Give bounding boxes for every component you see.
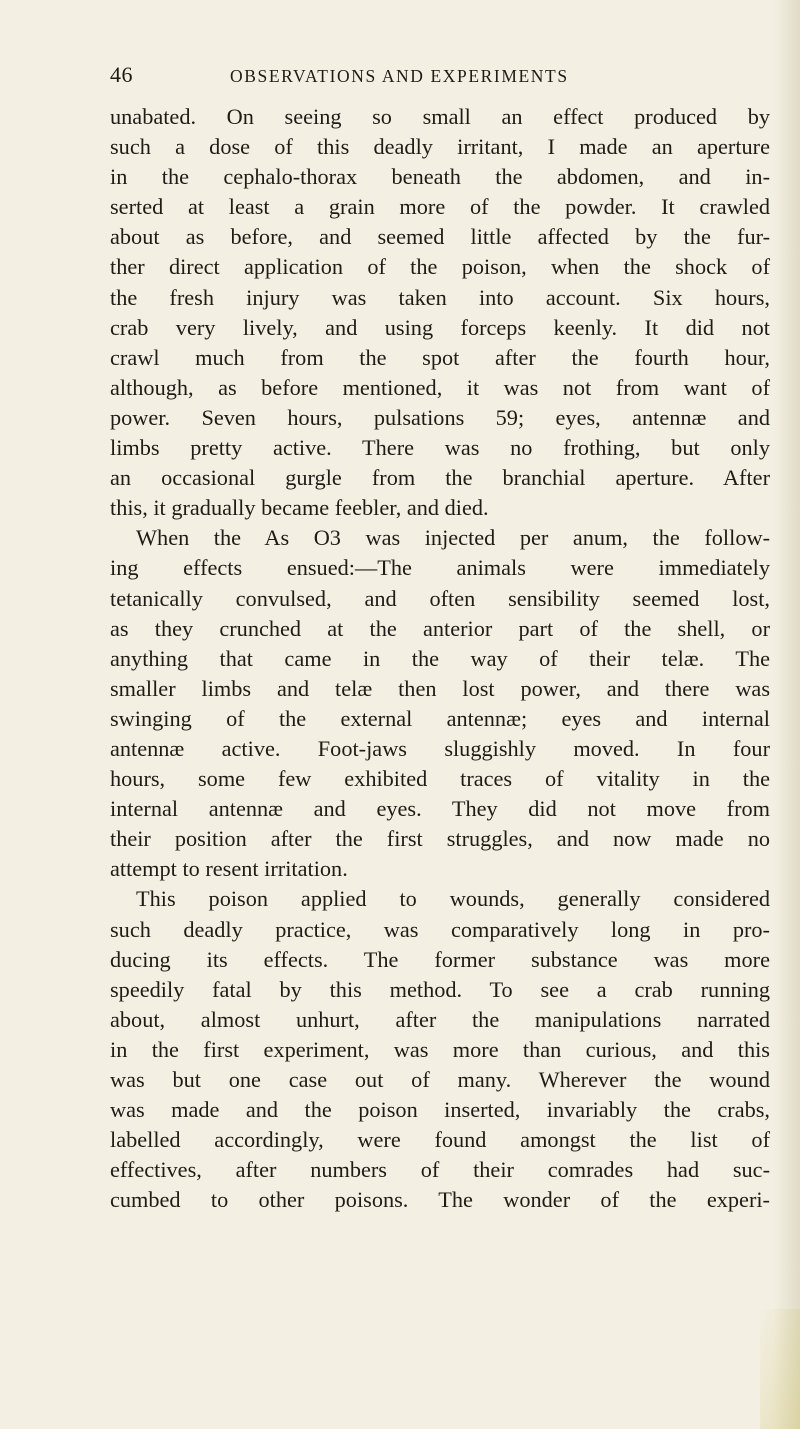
text-line: power. Seven hours, pulsations 59; eyes, antennæ and xyxy=(110,404,770,430)
text-line: labelled accordingly, were found amongst the list of xyxy=(110,1127,770,1153)
text-line: cumbed to other poisons. The wonder of the experi- xyxy=(110,1187,770,1213)
text-line: was made and the poison inserted, invariably the crabs, xyxy=(110,1097,770,1123)
text-line: smaller limbs and telæ then lost power, and there was xyxy=(110,675,770,701)
text-line: ing effects ensued:—The animals were immediately xyxy=(110,555,770,581)
text-line: When the As O3 was injected per anum, the follow- xyxy=(136,525,770,551)
text-line: this, it gradually became feebler, and died. xyxy=(110,495,489,521)
text-line: in the cephalo-thorax beneath the abdomen, and in- xyxy=(110,164,770,190)
text-line: swinging of the external antennæ; eyes and internal xyxy=(110,705,770,731)
text-line: about as before, and seemed little affected by the fur- xyxy=(110,224,770,250)
running-head: OBSERVATIONS AND EXPERIMENTS xyxy=(230,66,569,86)
page-corner-stain xyxy=(760,1309,800,1429)
text-line: hours, some few exhibited traces of vitality in the xyxy=(110,766,770,792)
text-line: anything that came in the way of their telæ. The xyxy=(110,645,770,671)
text-line: about, almost unhurt, after the manipulations narrated xyxy=(110,1006,770,1032)
text-line: their position after the first struggles, and now made no xyxy=(110,826,770,852)
text-line: speedily fatal by this method. To see a crab running xyxy=(110,976,770,1002)
text-line: serted at least a grain more of the powder. It crawled xyxy=(110,194,770,220)
text-line: in the first experiment, was more than curious, and this xyxy=(110,1036,770,1062)
text-line: crab very lively, and using forceps keenly. It did not xyxy=(110,314,770,340)
text-line: crawl much from the spot after the fourth hour, xyxy=(110,344,770,370)
text-line: such deadly practice, was comparatively long in pro- xyxy=(110,916,770,942)
text-line: limbs pretty active. There was no frothing, but only xyxy=(110,435,770,461)
text-line: ducing its effects. The former substance was more xyxy=(110,946,770,972)
page-number: 46 xyxy=(110,62,133,87)
text-line: effectives, after numbers of their comrades had suc- xyxy=(110,1157,770,1183)
text-line: the fresh injury was taken into account. Six hours, xyxy=(110,284,770,310)
text-line: such a dose of this deadly irritant, I made an aperture xyxy=(110,134,770,160)
text-line: attempt to resent irritation. xyxy=(110,856,348,882)
text-line: an occasional gurgle from the branchial aperture. After xyxy=(110,465,770,491)
body-text xyxy=(110,102,770,1215)
text-line: as they crunched at the anterior part of the shell, or xyxy=(110,615,770,641)
text-line: ther direct application of the poison, when the shock of xyxy=(110,254,770,280)
page-header xyxy=(110,62,750,96)
text-line: tetanically convulsed, and often sensibility seemed lost, xyxy=(110,585,770,611)
text-line: was but one case out of many. Wherever the wound xyxy=(110,1067,770,1092)
text-line: although, as before mentioned, it was not from want of xyxy=(110,374,770,400)
text-line: antennæ active. Foot-jaws sluggishly moved. In four xyxy=(110,735,770,761)
text-line: internal antennæ and eyes. They did not move from xyxy=(110,796,770,822)
page-edge-shadow xyxy=(774,0,800,1429)
text-line: unabated. On seeing so small an effect produced by xyxy=(110,104,770,129)
text-line: This poison applied to wounds, generally considered xyxy=(136,886,770,912)
